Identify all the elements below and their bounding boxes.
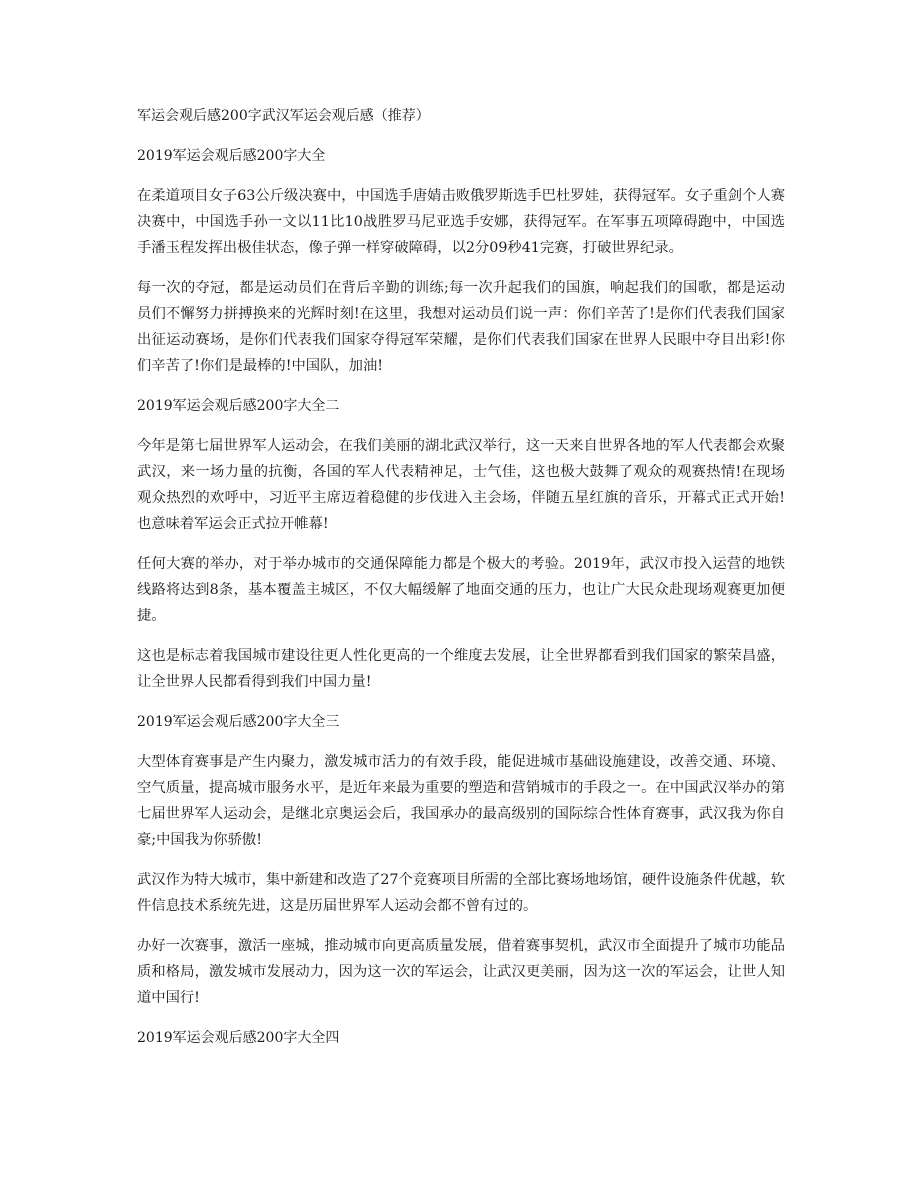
- section-heading-4: 2019军运会观后感200字大全四: [137, 1030, 340, 1046]
- paragraph: 今年是第七届世界军人运动会，在我们美丽的湖北武汉举行，这一天来自世界各地的军人代表都会欢聚武汉，来一场力量的抗衡，各国的军人代表精神足，士气佳，这也极大鼓舞了观众的观赛热情!在现场观众热烈的欢呼中，习近平主席迈着稳健的步伐进入主会场，伴随五星红旗的音乐，开幕式正式开始!也意味着军运会正式拉开帷幕!: [137, 438, 785, 532]
- paragraph: 在柔道项目女子63公斤级决赛中，中国选手唐婧击败俄罗斯选手巴杜罗娃，获得冠军。女子重剑个人赛决赛中，中国选手孙一文以11比10战胜罗马尼亚选手安娜，获得冠军。在军事五项障碍跑中，中国选手潘玉程发挥出极佳状态，像子弹一样穿破障碍，以2分09秒41完赛，打破世界纪录。: [137, 188, 785, 256]
- section-heading-3: 2019军运会观后感200字大全三: [137, 714, 340, 730]
- paragraph: 大型体育赛事是产生内聚力，激发城市活力的有效手段，能促进城市基础设施建设，改善交通、环境、空气质量，提高城市服务水平，是近年来最为重要的塑造和营销城市的手段之一。在中国武汉举办的第七届世界军人运动会，是继北京奥运会后，我国承办的最高级别的国际综合性体育赛事，武汉我为你自豪;中国我为你骄傲!: [137, 754, 785, 848]
- paragraph: 任何大赛的举办，对于举办城市的交通保障能力都是个极大的考验。2019年，武汉市投入运营的地铁线路将达到8条，基本覆盖主城区，不仅大幅缓解了地面交通的压力，也让广大民众赴现场观赛更加便捷。: [137, 556, 785, 624]
- section-heading-1: 2019军运会观后感200字大全: [137, 148, 326, 164]
- paragraph: 武汉作为特大城市，集中新建和改造了27个竞赛项目所需的全部比赛场地场馆，硬件设施条件优越，软件信息技术系统先进，这是历届世界军人运动会都不曾有过的。: [137, 872, 785, 914]
- document-page: [137, 103, 785, 1065]
- section-heading-2: 2019军运会观后感200字大全二: [137, 398, 340, 414]
- document-title: 军运会观后感200字武汉军运会观后感（推荐）: [137, 108, 430, 124]
- paragraph: 办好一次赛事，激活一座城，推动城市向更高质量发展，借着赛事契机，武汉市全面提升了城市功能品质和格局，激发城市发展动力，因为这一次的军运会，让武汉更美丽，因为这一次的军运会，让世人知道中国行!: [137, 938, 785, 1006]
- paragraph: 每一次的夺冠，都是运动员们在背后辛勤的训练;每一次升起我们的国旗，响起我们的国歌，都是运动员们不懈努力拼搏换来的光辉时刻!在这里，我想对运动员们说一声：你们辛苦了!是你们代表我们国家出征运动赛场，是你们代表我们国家夺得冠军荣耀，是你们代表我们国家在世界人民眼中夺目出彩!你们辛苦了!你们是最棒的!中国队，加油!: [137, 280, 785, 374]
- paragraph: 这也是标志着我国城市建设往更人性化更高的一个维度去发展，让全世界都看到我们国家的繁荣昌盛，让全世界人民都看得到我们中国力量!: [137, 648, 785, 690]
